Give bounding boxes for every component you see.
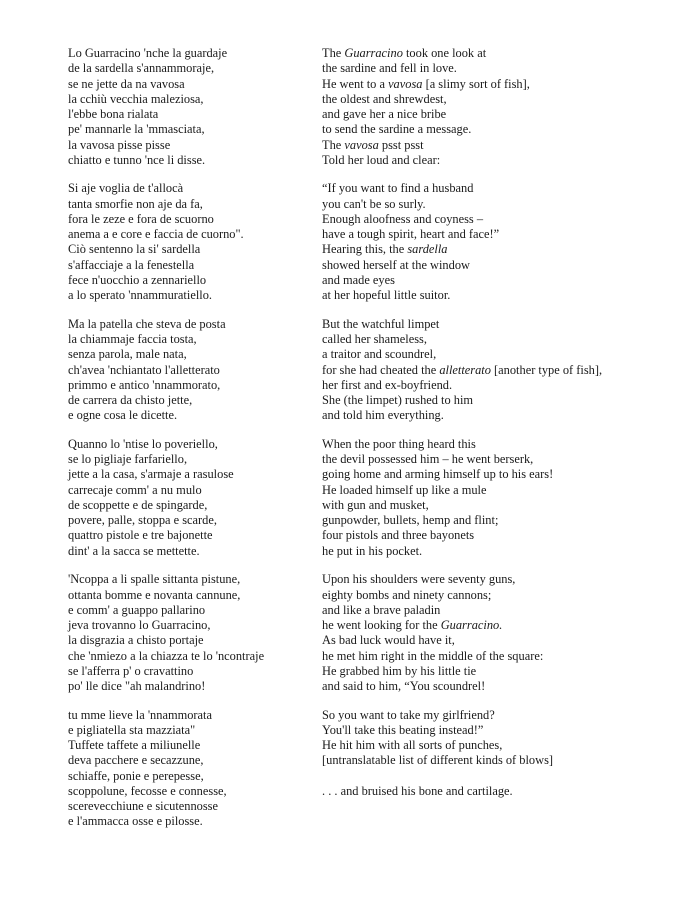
line-text: So you want to take my girlfriend?: [322, 707, 495, 722]
line-text: a traitor and scoundrel,: [322, 347, 437, 362]
line-text: psst psst: [378, 137, 424, 152]
translation-line: [322, 332, 694, 347]
line-text: at her hopeful little suitor.: [322, 288, 451, 303]
verse-line: chiatto e tunno 'nce li disse.: [68, 152, 206, 167]
translation-line: [322, 437, 694, 452]
translation-line: [322, 61, 694, 76]
line-text: he put in his pocket.: [322, 543, 423, 558]
verse-line: s'affacciaje a la fenestella: [68, 257, 195, 272]
neapolitan-stanza: [68, 181, 308, 303]
verse-line: pe' mannarle la 'mmasciata,: [68, 122, 205, 137]
line-text: He grabbed him by his little tie: [322, 663, 477, 678]
translation-line: [322, 633, 694, 648]
verse-line: e ogne cosa le dicette.: [68, 408, 178, 423]
translation-line: [322, 227, 694, 242]
line-text: four pistols and three bayonets: [322, 528, 475, 543]
translation-line: [322, 242, 694, 257]
closing-line: . . . and bruised his bone and cartilage.: [322, 783, 513, 798]
english-stanza: [322, 46, 694, 168]
line-text: Hearing this, the: [322, 242, 408, 257]
translation-line: [322, 378, 694, 393]
translation-line: [322, 197, 694, 212]
italic-term: Guarracino: [344, 46, 403, 60]
verse-line: de carrera da chisto jette,: [68, 393, 193, 408]
translation-line: [322, 528, 694, 543]
verse-line: ottanta bomme e novanta cannune,: [68, 587, 241, 602]
translation-line: [322, 92, 694, 107]
line-text: “If you want to find a husband: [322, 181, 474, 196]
neapolitan-stanza: [68, 572, 308, 694]
verse-line: che 'nmiezo a la chiazza te lo 'ncontraje: [68, 648, 265, 663]
verse-line: e pigliatella sta mazziata": [68, 722, 196, 737]
line-text: her first and ex-boyfriend.: [322, 377, 453, 392]
english-stanza: [322, 708, 694, 769]
line-text: with gun and musket,: [322, 497, 429, 512]
verse-line: fece n'uocchio a zennariello: [68, 272, 207, 287]
line-text: to send the sardine a message.: [322, 122, 472, 137]
line-text: and said to him, “You scoundrel!: [322, 679, 486, 694]
verse-line: fora le zeze e fora de scuorno: [68, 211, 214, 226]
translation-line: [322, 513, 694, 528]
verse-line: la vavosa pisse pisse: [68, 137, 171, 152]
translation-line: [322, 708, 694, 723]
italic-term: vavosa: [388, 76, 423, 91]
line-text: The: [322, 137, 345, 152]
line-text: [a slimy sort of fish],: [422, 76, 530, 91]
english-stanza: [322, 572, 694, 694]
verse-line: de scoppette e de spingarde,: [68, 497, 208, 512]
neapolitan-stanza: [68, 708, 308, 830]
translation-line: [322, 603, 694, 618]
verse-line: e comm' a guappo pallarino: [68, 602, 206, 617]
verse-line: se ne jette da na vavosa: [68, 76, 185, 91]
verse-line: senza parola, male nata,: [68, 347, 187, 362]
verse-line: dint' a la sacca se mettette.: [68, 543, 200, 558]
verse-line: schiaffe, ponie e perepesse,: [68, 768, 204, 783]
translation-line: [322, 288, 694, 303]
verse-line: tu mme lieve la 'nnammorata: [68, 707, 212, 722]
line-text: showed herself at the window: [322, 257, 470, 272]
translation-line: [322, 46, 694, 61]
line-text: Upon his shoulders were seventy guns,: [322, 572, 516, 587]
translation-line: [322, 122, 694, 137]
line-text: [untranslatable list of different kinds of blows]: [322, 753, 554, 768]
english-stanza: [322, 317, 694, 424]
line-text: He hit him with all sorts of punches,: [322, 738, 503, 753]
line-text: have a tough spirit, heart and face!”: [322, 227, 500, 242]
line-text: When the poor thing heard this: [322, 436, 476, 451]
line-text: eighty bombs and ninety cannons;: [322, 587, 492, 602]
verse-line: la chiammaje faccia tosta,: [68, 332, 197, 347]
verse-line: Si aje voglia de t'allocà: [68, 181, 184, 196]
neapolitan-text-column: [68, 46, 308, 830]
english-stanza: [322, 181, 694, 303]
line-text: You'll take this beating instead!”: [322, 722, 484, 737]
verse-line: Ma la patella che steva de posta: [68, 316, 226, 331]
line-text: Told her loud and clear:: [322, 152, 441, 167]
line-text: he met him right in the middle of the square:: [322, 648, 544, 663]
translation-line: [322, 467, 694, 482]
line-text: called her shameless,: [322, 332, 427, 347]
translation-line: [322, 544, 694, 559]
translation-line: [322, 664, 694, 679]
line-text: you can't be so surly.: [322, 196, 426, 211]
verse-line: se lo pigliaje farfariello,: [68, 452, 188, 467]
translation-line: [322, 258, 694, 273]
verse-line: se l'afferra p' o cravattino: [68, 663, 194, 678]
translation-line: [322, 572, 694, 587]
verse-line: Tuffete taffete a miliunelle: [68, 738, 201, 753]
translation-line: [322, 393, 694, 408]
verse-line: povere, palle, stoppa e scarde,: [68, 513, 217, 528]
verse-line: l'ebbe bona rialata: [68, 107, 159, 121]
line-text: Enough aloofness and coyness –: [322, 211, 484, 226]
verse-line: po' lle dice "ah malandrino!: [68, 679, 206, 694]
verse-line: e l'ammacca osse e pilosse.: [68, 814, 203, 829]
translation-line: [322, 153, 694, 168]
line-text: and like a brave paladin: [322, 602, 441, 617]
english-translation-column: [322, 46, 694, 799]
line-text: he went looking for the: [322, 618, 441, 633]
verse-line: a lo sperato 'nnammuratiello.: [68, 288, 212, 303]
translation-line: [322, 483, 694, 498]
line-text: the sardine and fell in love.: [322, 61, 457, 76]
english-closing-stanza: [322, 784, 694, 799]
translation-line: [322, 273, 694, 288]
verse-line: primmo e antico 'nnammorato,: [68, 377, 221, 392]
italic-term: sardella: [407, 242, 448, 257]
verse-line: Quanno lo 'ntise lo poveriello,: [68, 436, 218, 451]
translation-line: [322, 753, 694, 768]
verse-line: Ciò sentenno la si' sardella: [68, 242, 201, 257]
translation-line: [322, 679, 694, 694]
line-text: He loaded himself up like a mule: [322, 482, 487, 497]
line-text: the devil possessed him – he went berserk,: [322, 452, 534, 467]
verse-line: jette a la casa, s'armaje a rasulose: [68, 467, 234, 482]
translation-line: [322, 212, 694, 227]
english-stanza: [322, 437, 694, 559]
translation-line: [322, 618, 694, 633]
line-text: [another type of fish],: [490, 362, 603, 377]
translation-line: [322, 138, 694, 153]
line-text: and made eyes: [322, 272, 395, 287]
line-text: She (the limpet) rushed to him: [322, 393, 474, 408]
verse-line: scerevecchiune e sicutennosse: [68, 799, 218, 814]
italic-term: vavosa: [344, 137, 379, 152]
line-text: and gave her a nice bribe: [322, 107, 447, 121]
italic-term: alletterato: [439, 362, 491, 377]
translation-line: [322, 452, 694, 467]
verse-line: deva pacchere e secazzune,: [68, 753, 204, 768]
line-text: The: [322, 46, 345, 60]
verse-line: Lo Guarracino 'nche la guardaje: [68, 46, 228, 60]
neapolitan-stanza: [68, 46, 308, 168]
translation-line: [322, 107, 694, 122]
translation-line: [322, 363, 694, 378]
neapolitan-stanza: [68, 317, 308, 424]
line-text: As bad luck would have it,: [322, 633, 455, 648]
translation-line: [322, 588, 694, 603]
translation-line: [322, 77, 694, 92]
line-text: the oldest and shrewdest,: [322, 91, 447, 106]
verse-line: la cchiù vecchia maleziosa,: [68, 91, 204, 106]
verse-line: carrecaje comm' a nu mulo: [68, 482, 202, 497]
translation-line: [322, 498, 694, 513]
italic-term: Guarracino.: [440, 618, 503, 633]
line-text: going home and arming himself up to his ears!: [322, 467, 554, 482]
translation-line: [322, 347, 694, 362]
translation-line: [322, 723, 694, 738]
translation-line: [322, 738, 694, 753]
verse-line: scoppolune, fecosse e connesse,: [68, 783, 227, 798]
verse-line: anema a e core e faccia de cuorno".: [68, 227, 244, 242]
translation-line: [322, 317, 694, 332]
verse-line: quattro pistole e tre bajonette: [68, 528, 213, 543]
translation-line: [322, 649, 694, 664]
line-text: took one look at: [402, 46, 487, 60]
translation-line: [322, 408, 694, 423]
line-text: and told him everything.: [322, 408, 444, 423]
line-text: But the watchful limpet: [322, 316, 440, 331]
line-text: He went to a: [322, 76, 389, 91]
verse-line: ch'avea 'nchiantato l'alletterato: [68, 362, 220, 377]
line-text: for she had cheated the: [322, 362, 440, 377]
verse-line: de la sardella s'annammoraje,: [68, 61, 215, 76]
verse-line: jeva trovanno lo Guarracino,: [68, 618, 211, 633]
verse-line: tanta smorfie non aje da fa,: [68, 196, 203, 211]
verse-line: 'Ncoppa a li spalle sittanta pistune,: [68, 572, 241, 587]
line-text: gunpowder, bullets, hemp and flint;: [322, 513, 499, 528]
neapolitan-stanza: [68, 437, 308, 559]
verse-line: la disgrazia a chisto portaje: [68, 633, 204, 648]
translation-line: [322, 181, 694, 196]
